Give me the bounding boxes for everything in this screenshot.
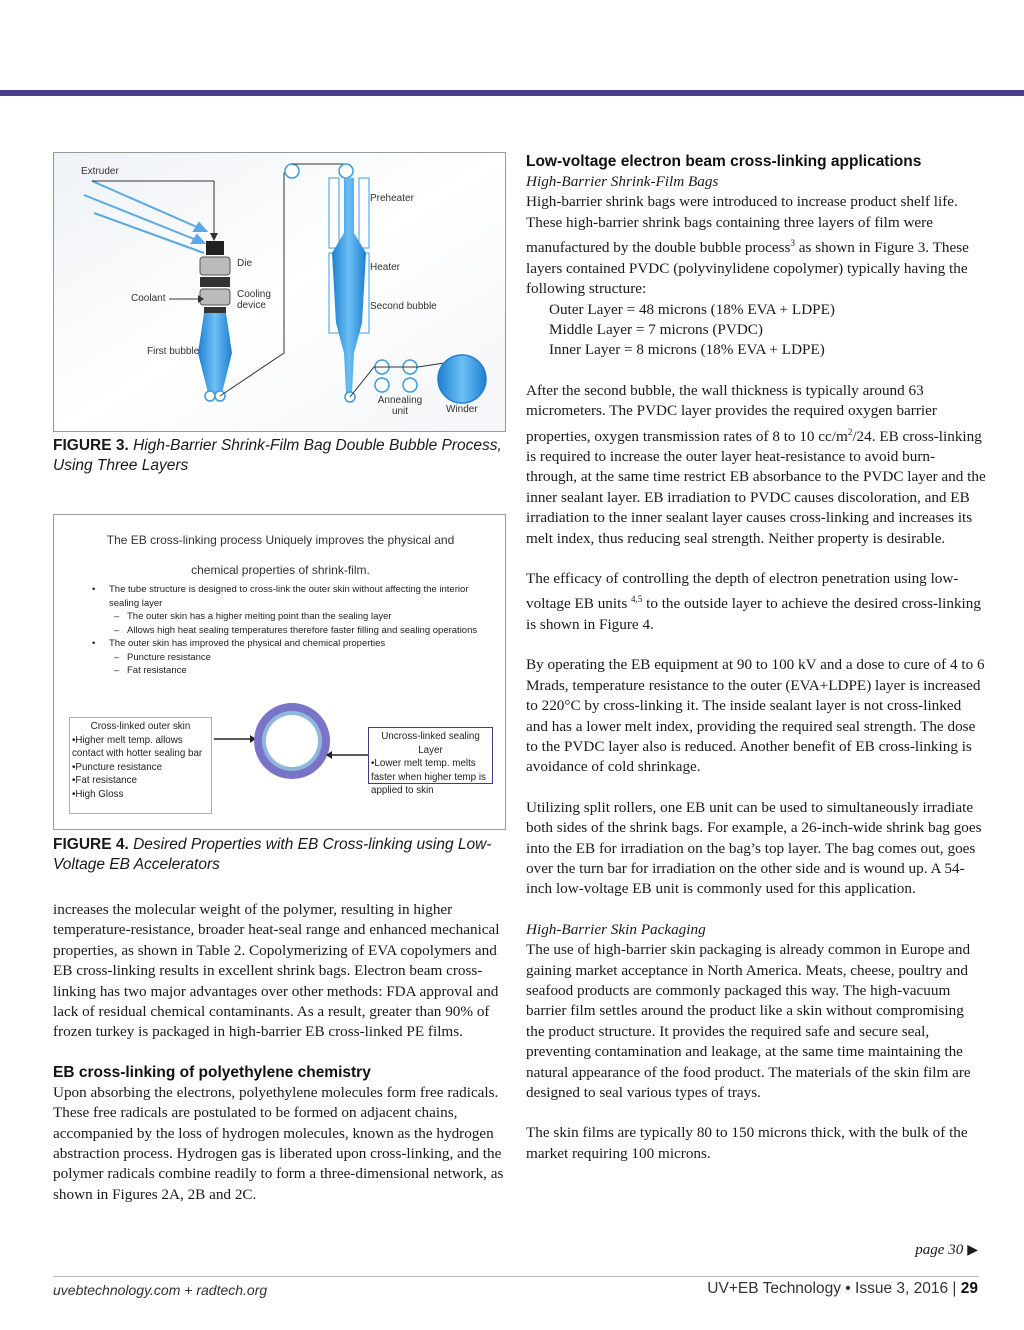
superscript-ref-4-5: 4,5 <box>631 594 643 605</box>
double-bubble-process-svg <box>54 153 506 432</box>
continued-on-page-link[interactable] <box>915 1242 978 1259</box>
figure-4-caption-label: FIGURE 4. <box>53 836 129 853</box>
superscript-ref-3: 3 <box>790 238 795 249</box>
superscript-squared: 2 <box>847 426 853 437</box>
left-column <box>53 152 505 1205</box>
figure-4-title-line1: The EB cross-linking process Uniquely improves the physical and <box>106 533 455 547</box>
left-paragraph-1: increases the molecular weight of the polymer, resulting in higher temperature-resistance, broader heat-seal range and enhanced mechanical properties, as shown in Table 2. Copolymerizing of EVA copolymers and EB cross-linking results in excellent shrink bags. Electron beam cross-linking has two major advantages over other methods: FDA approval and lack of residual chemical contaminants. As a result, greater than 90% of frozen turkey is packaged in high-barrier EB cross-linked PE films. <box>53 901 500 1041</box>
cross-linked-box-item: •Fat resistance <box>72 775 137 786</box>
footer-rule <box>53 1276 979 1277</box>
figure-3-caption-text: High-Barrier Shrink-Film Bag Double Bubble Process, Using Three Layers <box>53 437 502 474</box>
layer-inner: Inner Layer = 8 microns (18% EVA + LDPE) <box>549 341 825 359</box>
figure-4-sub-bullet: – Allows high heat sealing temperatures therefore faster filling and sealing operations <box>92 624 497 638</box>
label-first-bubble: First bubble <box>147 346 200 357</box>
right-paragraph-6: The use of high-barrier skin packaging is already common in Europe and gaining market acceptance in North America. Meats, cheese, poultry and seafood products are commonly packaged this way. The high-vacuum barrier film settles around the product like a skin without compromising the product structure. It provides the required safe and secure seal, preventing contamination and leakage, at the same time maintaining the natural appearance of the food product. The materials of the skin film are designed to seal various types of trays. <box>526 941 971 1102</box>
cross-linked-box-title: Cross-linked outer skin <box>90 721 191 732</box>
right-paragraph-1: High-barrier shrink bags were introduced to increase product shelf life. These high-barrier shrink bags containing three layers of film were manufactured by the double bubble process$^3$ as shown in Figure 3. These layers contained PVDC (polyvinylidene copolymer) typically having the following structure: <box>526 193 969 298</box>
cross-linked-outer-skin-box <box>69 717 212 814</box>
uncross-linked-box-title: Uncross-linked sealing Layer <box>381 731 480 756</box>
label-coolant: Coolant <box>131 293 166 304</box>
label-die: Die <box>237 258 253 269</box>
figure-4-caption-text: Desired Properties with EB Cross-linking using Low-Voltage EB Accelerators <box>53 836 492 873</box>
figure-4-bullet-list <box>92 583 497 678</box>
cross-linked-box-item: •Higher melt temp. allows contact with hotter sealing bar <box>72 734 203 759</box>
label-extruder: Extruder <box>81 166 119 177</box>
label-preheater: Preheater <box>370 193 414 204</box>
right-paragraph-3: The efficacy of controlling the depth of electron penetration using low-voltage EB units $^{4,5}$ to the outside layer to achieve the desired cross-linking is shown in Figure 4. <box>526 570 981 633</box>
label-second-bubble: Second bubble <box>370 301 437 312</box>
layer-middle: Middle Layer = 7 microns (PVDC) <box>549 320 763 338</box>
triangle-right-icon: ▶ <box>967 1243 978 1258</box>
subhead-shrink-film-bags: High-Barrier Shrink-Film Bags <box>526 173 719 190</box>
label-cooling-device: Cooling device <box>237 289 271 311</box>
continued-page-label: page 30 <box>915 1242 964 1258</box>
figure-4-sub-bullet: – Fat resistance <box>92 664 497 678</box>
label-annealing-unit: Annealing unit <box>377 395 423 417</box>
figure-4-title-line2: chemical properties of shrink-film. <box>191 563 370 577</box>
figure-3-diagram <box>53 152 506 432</box>
uncross-linked-sealing-layer-box <box>368 727 493 796</box>
label-winder: Winder <box>446 404 478 415</box>
figure-4-bullet: • The tube structure is designed to cross-link the outer skin without affecting the interior sealing layer <box>92 583 497 610</box>
figure-4-sub-bullet: – The outer skin has a higher melting point than the sealing layer <box>92 610 497 624</box>
right-paragraph-7: The skin films are typically 80 to 150 microns thick, with the bulk of the market requiring 100 microns. <box>526 1124 968 1162</box>
figure-4-diagram <box>53 514 506 830</box>
figure-3-caption-label: FIGURE 3. <box>53 437 129 454</box>
left-paragraph-2: Upon absorbing the electrons, polyethylene molecules form free radicals. These free radicals are postulated to be formed on adjacent chains, accompanied by the loss of hydrogen molecules, known as the hydrogen abstraction process. Hydrogen gas is liberated upon cross-linking, and the polymer radicals combine readily to form a three-dimensional network, as shown in Figures 2A, 2B and 2C. <box>53 1083 504 1203</box>
label-heater: Heater <box>370 262 401 273</box>
figure-3-caption <box>53 436 505 476</box>
right-paragraph-2: After the second bubble, the wall thickness is typically around 63 micrometers. The PVDC layer provides the required oxygen barrier properties, oxygen transmission rates of 8 to 10 $cc/m^2/24$. EB cross-linking is required to increase the outer layer heat-resistance to avoid burn-through, at the same time restrict EB absorbance to the PVDC layer and the inner sealant layer. EB irradiation to PVDC causes discoloration, and EB irradiation to the inner sealant layer causes cross-linking and increases its melt index, thus reducing seal strength. Neither property is desirable. <box>526 381 986 547</box>
figure-4-bullet: • The outer skin has improved the physical and chemical properties <box>92 637 497 651</box>
figure-4-sub-bullet: – Puncture resistance <box>92 651 497 665</box>
footer-issue-info <box>707 1280 978 1298</box>
layer-outer: Outer Layer = 48 microns (18% EVA + LDPE) <box>549 300 835 318</box>
section-heading-low-voltage-eb: Low-voltage electron beam cross-linking applications <box>526 153 922 170</box>
header-accent-rule <box>0 90 1024 96</box>
cross-linked-box-item: •Puncture resistance <box>72 761 163 773</box>
film-ring-diagram <box>212 695 372 805</box>
right-paragraph-5: Utilizing split rollers, one EB unit can be used to simultaneously irradiate both sides of the shrink bags. For example, a 26-inch-wide shrink bag goes into the EB for irradiation on the bag’s top layer. The bag comes out, goes over the turn bar for irradiation on the other side and is wound up. A 54-inch low-voltage EB unit is commonly used for this application. <box>526 798 982 898</box>
footer-page-number: 29 <box>960 1280 978 1297</box>
right-paragraph-4: By operating the EB equipment at 90 to 100 kV and a dose to cure of 4 to 6 Mrads, temperature resistance to the outer (EVA+LDPE) layer is increased to 220°C by cross-linking it. The inside sealant layer is not cross-linked and has a lower melt index, providing the required seal strength. The dose to the PVDC layer also is reduced. Another benefit of EB cross-linking is avoidance of cold shrinkage. <box>526 656 985 776</box>
footer-websites: uvebtechnology.com + radtech.org <box>53 1282 268 1298</box>
subhead-skin-packaging: High-Barrier Skin Packaging <box>526 920 706 938</box>
figure-4-caption <box>53 835 505 875</box>
footer-publication: UV+EB Technology • Issue 3, 2016 | <box>707 1280 957 1297</box>
cross-linked-box-item: •High Gloss <box>72 788 124 800</box>
uncross-linked-box-item: •Lower melt temp. melts faster when higher temp is applied to skin <box>371 758 486 796</box>
section-heading-polyethylene-chemistry: EB cross-linking of polyethylene chemistry <box>53 1063 371 1081</box>
right-column <box>526 152 986 1164</box>
